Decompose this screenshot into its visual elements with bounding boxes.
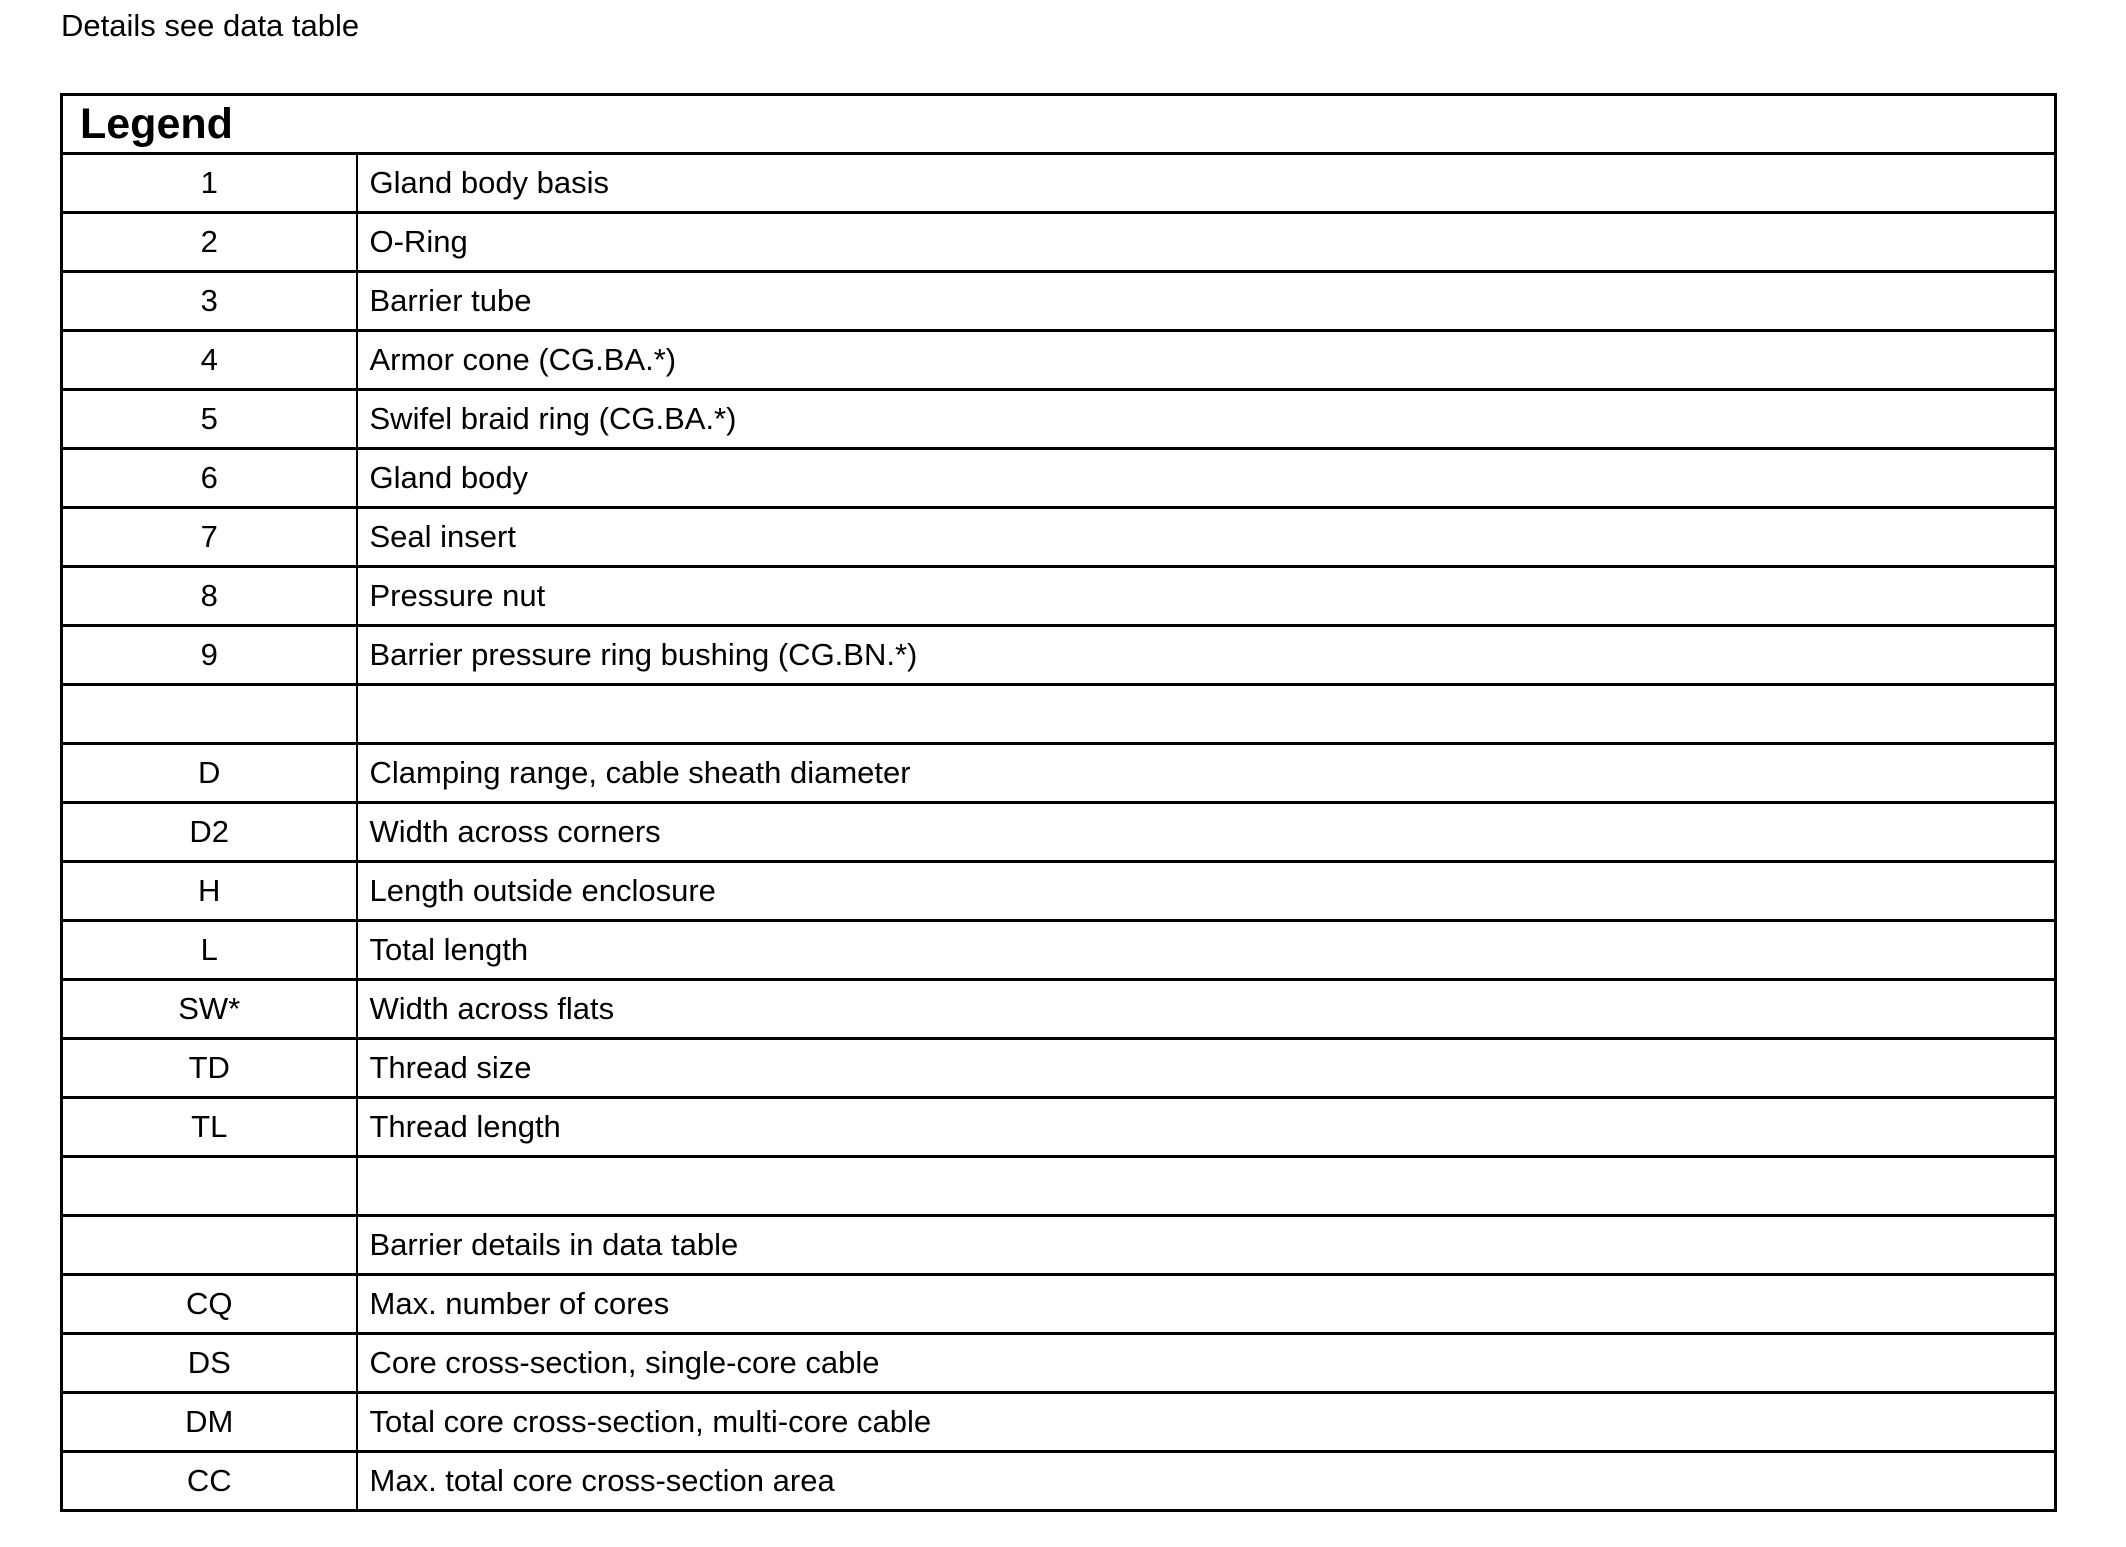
row-key: 6 [62,449,357,508]
table-row [62,154,2056,213]
row-key: TL [62,1098,357,1157]
legend-table-title: Legend [62,95,2056,154]
row-label [357,1157,2056,1216]
row-key [62,685,357,744]
row-key: DS [62,1334,357,1393]
table-row [62,1393,2056,1452]
row-key: CQ [62,1275,357,1334]
table-row [62,508,2056,567]
row-key: 9 [62,626,357,685]
row-key: L [62,921,357,980]
legend-table-body [62,154,2056,1511]
row-label: Length outside enclosure [357,862,2056,921]
row-key [62,1216,357,1275]
table-row [62,921,2056,980]
table-row [62,1216,2056,1275]
row-label: Thread size [357,1039,2056,1098]
table-row [62,213,2056,272]
row-key: 7 [62,508,357,567]
row-key: H [62,862,357,921]
row-label: Barrier pressure ring bushing (CG.BN.*) [357,626,2056,685]
row-label: Clamping range, cable sheath diameter [357,744,2056,803]
table-row [62,1452,2056,1511]
row-key: D2 [62,803,357,862]
row-key: 8 [62,567,357,626]
row-label: Thread length [357,1098,2056,1157]
row-key: 4 [62,331,357,390]
row-key: CC [62,1452,357,1511]
table-row [62,567,2056,626]
row-key: 1 [62,154,357,213]
table-row [62,803,2056,862]
table-row [62,272,2056,331]
row-label: Gland body [357,449,2056,508]
row-label: O-Ring [357,213,2056,272]
legend-table [60,93,2057,1512]
row-label: Width across corners [357,803,2056,862]
row-key: D [62,744,357,803]
row-label: Barrier tube [357,272,2056,331]
row-key: TD [62,1039,357,1098]
row-label: Seal insert [357,508,2056,567]
row-label: Armor cone (CG.BA.*) [357,331,2056,390]
row-label: Barrier details in data table [357,1216,2056,1275]
row-label: Gland body basis [357,154,2056,213]
details-note: Details see data table [61,8,360,43]
row-label: Core cross-section, single-core cable [357,1334,2056,1393]
table-row [62,1334,2056,1393]
row-key: 2 [62,213,357,272]
row-label: Total core cross-section, multi-core cable [357,1393,2056,1452]
table-row [62,331,2056,390]
table-row [62,744,2056,803]
row-label [357,685,2056,744]
table-row [62,390,2056,449]
row-label: Total length [357,921,2056,980]
row-label: Max. number of cores [357,1275,2056,1334]
table-row [62,626,2056,685]
row-key: DM [62,1393,357,1452]
legend-header-row [62,95,2056,154]
row-key: SW* [62,980,357,1039]
row-label: Swifel braid ring (CG.BA.*) [357,390,2056,449]
table-row [62,1275,2056,1334]
row-label: Max. total core cross-section area [357,1452,2056,1511]
table-row [62,449,2056,508]
row-key [62,1157,357,1216]
row-key: 5 [62,390,357,449]
table-row [62,685,2056,744]
row-label: Width across flats [357,980,2056,1039]
row-key: 3 [62,272,357,331]
table-row [62,862,2056,921]
table-row [62,1157,2056,1216]
table-row [62,1098,2056,1157]
row-label: Pressure nut [357,567,2056,626]
table-row [62,980,2056,1039]
table-row [62,1039,2056,1098]
